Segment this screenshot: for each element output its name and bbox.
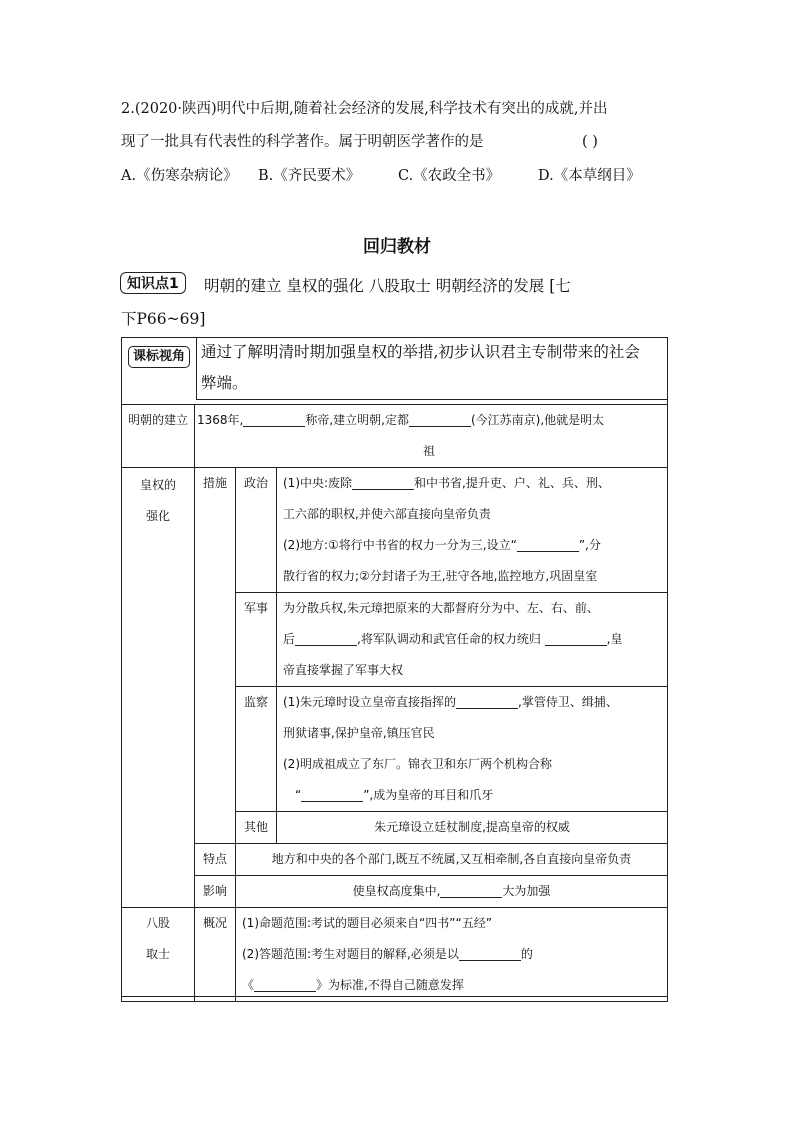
label-features: 特点 (195, 844, 236, 876)
table-row (122, 876, 668, 908)
textbook-pages: 下P66~69] (121, 310, 206, 328)
row-label-founding: 明朝的建立 (122, 405, 195, 468)
military-c: ,将军队调动和武官任命的权力统归 (357, 632, 541, 646)
politics-2c: 散行省的权力;②分封诸子为王,驻守各地,监控地方,巩固皇室 (283, 569, 598, 583)
blank-11[interactable] (254, 977, 316, 992)
politics-1a: (1)中央:废除 (283, 476, 353, 490)
option-a: A.《伤寒杂病论》 (121, 168, 238, 184)
overview-content (236, 908, 668, 1002)
military-content (277, 593, 668, 687)
option-c: C.《农政全书》 (398, 168, 501, 184)
table-row (122, 908, 668, 1002)
label-measures: 措施 (195, 468, 236, 844)
blank-9[interactable] (440, 883, 502, 898)
blank-5[interactable] (295, 631, 357, 646)
standard-line-2: 弊端。 (201, 374, 248, 392)
question-line-1: 2.(2020·陕西)明代中后期,随着社会经济的发展,科学技术有突出的成就,并出 (121, 101, 608, 117)
imperial-power-label: 皇权的强化 (140, 478, 177, 523)
label-impact: 影响 (195, 876, 236, 908)
politics-2a: (2)地方:①将行中书省的权力一分为三,设立“ (283, 538, 517, 552)
row-label-imperial-power (122, 468, 195, 908)
table-row (122, 844, 668, 876)
option-d: D.《本草纲目》 (538, 168, 641, 184)
label-overview: 概况 (195, 908, 236, 1002)
politics-content (277, 468, 668, 593)
table-row (122, 468, 668, 593)
founding-content (195, 405, 668, 468)
blank-3[interactable] (352, 475, 414, 490)
politics-1c: 工六部的职权,并使六部直接向皇帝负责 (283, 507, 491, 521)
military-a: 为分散兵权,朱元璋把原来的大都督府分为中、左、右、前、 (283, 601, 599, 615)
row-label-eight-legged (122, 908, 195, 1002)
military-d: ,皇 (606, 632, 623, 646)
impact-content (236, 876, 668, 908)
supervision-1c: 刑狱诸事,保护皇帝,镇压官民 (283, 726, 435, 740)
supervision-2b: “ (295, 788, 302, 802)
label-supervision: 监察 (236, 687, 277, 812)
answer-parenthesis: ( ) (582, 134, 598, 150)
supervision-1a: (1)朱元璋时设立皇帝直接指挥的 (283, 695, 456, 709)
blank-7[interactable] (456, 694, 518, 709)
overview-2a: (2)答题范围:考生对题目的解释,必须是以 (242, 947, 459, 961)
features-content: 地方和中央的各个部门,既互不统属,又互相牵制,各自直接向皇帝负责 (236, 844, 668, 876)
overview-3a: 《 (242, 978, 255, 992)
politics-1b: 和中书省,提升吏、户、礼、兵、刑、 (414, 476, 610, 490)
other-content: 朱元璋设立廷杖制度,提高皇帝的权威 (277, 812, 668, 844)
section-title: 回归教材 (363, 237, 431, 257)
founding-end: 祖 (422, 444, 435, 458)
founding-capital: (今江苏南京),他就是明太 (471, 413, 605, 427)
table-row (122, 405, 668, 468)
supervision-1b: ,掌管侍卫、缉捕、 (518, 695, 618, 709)
label-other: 其他 (236, 812, 277, 844)
supervision-2a: (2)明成祖成立了东厂。锦衣卫和东厂两个机构合称 (283, 757, 552, 771)
blank-1[interactable] (243, 412, 305, 427)
founding-year: 1368年, (197, 413, 244, 427)
standard-badge: 课标视角 (128, 346, 190, 368)
eight-legged-label: 八股取士 (145, 916, 170, 961)
blank-10[interactable] (459, 946, 521, 961)
supervision-2c: ”,成为皇帝的耳目和爪牙 (363, 788, 494, 802)
blank-8[interactable] (301, 787, 363, 802)
military-b: 后 (283, 632, 296, 646)
standard-line-1: 通过了解明清时期加强皇权的举措,初步认识君主专制带来的社会 (201, 343, 640, 361)
military-e: 帝直接掌握了军事大权 (283, 663, 404, 677)
supervision-content (277, 687, 668, 812)
blank-2[interactable] (409, 412, 471, 427)
overview-1: (1)命题范围:考试的题目必须来自“四书”“五经” (242, 916, 492, 930)
founding-text: 称帝,建立明朝,定都 (305, 413, 409, 427)
option-b: B.《齐民要术》 (258, 168, 361, 184)
label-military: 军事 (236, 593, 277, 687)
blank-6[interactable] (545, 631, 607, 646)
impact-b: 大为加强 (502, 884, 551, 898)
overview-3b: 》为标准,不得自己随意发挥 (316, 978, 464, 992)
question-line-2: 现了一批具有代表性的科学著作。属于明朝医学著作的是 (121, 134, 484, 150)
overview-2b: 的 (520, 947, 533, 961)
impact-a: 使皇权高度集中, (352, 884, 441, 898)
knowledge-table (121, 404, 668, 1002)
blank-4[interactable] (517, 537, 579, 552)
knowledge-point-badge: 知识点1 (120, 272, 186, 294)
knowledge-point-title: 明朝的建立 皇权的强化 八股取士 明朝经济的发展 [七 (204, 277, 571, 295)
politics-2b: ”,分 (578, 538, 601, 552)
label-politics: 政治 (236, 468, 277, 593)
